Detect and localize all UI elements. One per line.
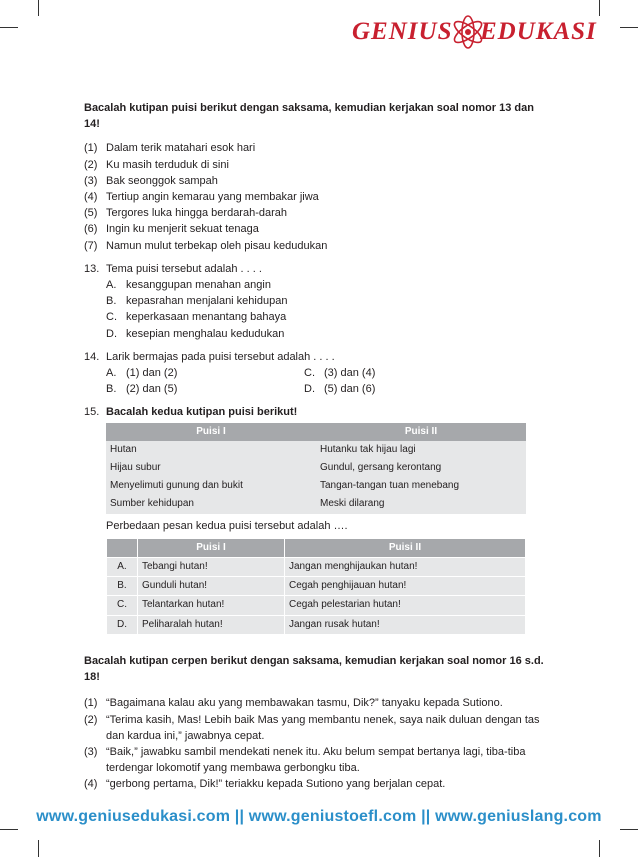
document-content [84,100,544,793]
question-number: 14. [84,350,100,363]
crop-mark [38,840,39,857]
table-row: Hutan Hutanku tak hijau lagi [106,441,526,459]
answer-option: D. kesepian menghalau kedudukan [106,327,285,340]
answer-option: C. (3) dan (4) [304,367,376,380]
poem-line: (1) Dalam terik matahari esok hari [84,142,256,155]
crop-mark [620,829,638,830]
story-paragraph: (3) “Baik,” jawabku sambil mendekati nenek itu. Aku belum sempat bertanya lagi, tiba-tiba terdengar lokomotif yang membawa gerbongku tiba. [84,745,526,775]
question-text: Bacalah kedua kutipan puisi berikut! [106,406,298,419]
poem-line: (7) Namun mulut terbekap oleh pisau kedudukan [84,239,328,252]
table-header: Puisi I [106,423,316,441]
genius-edukasi-logo [352,12,612,52]
answer-option: A. kesanggupan menahan angin [106,279,271,292]
question-number: 15. [84,406,100,419]
poem-comparison-table [106,423,526,514]
table-row: Menyelimuti gunung dan bukit Tangan-tangan tuan menebang [106,477,526,495]
section2-heading: Bacalah kutipan cerpen berikut dengan saksama, kemudian kerjakan soal nomor 16 s.d. 18! [84,654,544,684]
poem-list [84,140,544,253]
story-paragraph: (4) “gerbong pertama, Dik!” teriakku kepada Sutiono yang berjalan cepat. [84,778,446,791]
answer-option: A. (1) dan (2) [106,367,178,380]
crop-mark [599,840,600,857]
answer-option: D. (5) dan (6) [304,383,376,396]
table-row: Hijau subur Gundul, gersang kerontang [106,459,526,477]
poem-line: (3) Bak seonggok sampah [84,174,218,187]
poem-line: (6) Ingin ku menjerit sekuat tenaga [84,223,259,236]
table-row: A. Tebangi hutan! Jangan menghijaukan hutan! [107,558,526,577]
section1-heading: Bacalah kutipan puisi berikut dengan saksama, kemudian kerjakan soal nomor 13 dan 14! [84,102,534,131]
question-number: 13. [84,262,100,275]
story-paragraph: (1) “Bagaimana kalau aku yang membawakan tasmu, Dik?” tanyaku kepada Sutiono. [84,697,503,710]
story-paragraph: (2) “Terima kasih, Mas! Lebih baik Mas yang membantu nenek, saya naik duluan dengan tas dan kardua ini,” jawabnya cepat. [84,713,540,742]
crop-mark [38,0,39,16]
answer-option: C. keperkasaan menantang bahaya [106,311,287,324]
question-13 [84,261,544,342]
table-header: Puisi I [138,538,285,557]
answer-option: B. kepasrahan menjalani kehidupan [106,295,288,308]
question-15 [84,404,544,634]
question-14 [84,349,544,398]
question-subtext: Perbedaan pesan kedua puisi tersebut adalah …. [106,519,348,532]
table-row: C. Telantarkan hutan! Cegah pelestarian hutan! [107,596,526,615]
answer-table [106,538,526,635]
crop-mark [0,829,18,830]
footer-links[interactable]: www.geniusedukasi.com || www.geniustoefl.com || www.geniuslang.com [36,808,602,825]
question-text: Tema puisi tersebut adalah . . . . [106,262,262,275]
poem-line: (4) Tertiup angin kemarau yang membakar jiwa [84,191,319,204]
poem-line: (5) Tergores luka hingga berdarah-darah [84,207,288,220]
crop-mark [620,27,638,28]
logo-left-text: GENIUS [352,18,453,45]
table-header: Puisi II [316,423,526,441]
table-header [107,538,138,557]
poem-line: (2) Ku masih terduduk di sini [84,158,229,171]
question-text: Larik bermajas pada puisi tersebut adalah . . . . [106,350,335,363]
crop-mark [0,27,18,28]
table-row: Sumber kehidupan Meski dilarang [106,495,526,513]
story-paragraphs [84,695,544,792]
logo-right-text: EDUKASI [480,18,597,45]
answer-option: B. (2) dan (5) [106,383,178,396]
table-row: B. Gunduli hutan! Cegah penghijauan hutan! [107,577,526,596]
table-header: Puisi II [285,538,526,557]
table-row: D. Peliharalah hutan! Jangan rusak hutan! [107,615,526,634]
